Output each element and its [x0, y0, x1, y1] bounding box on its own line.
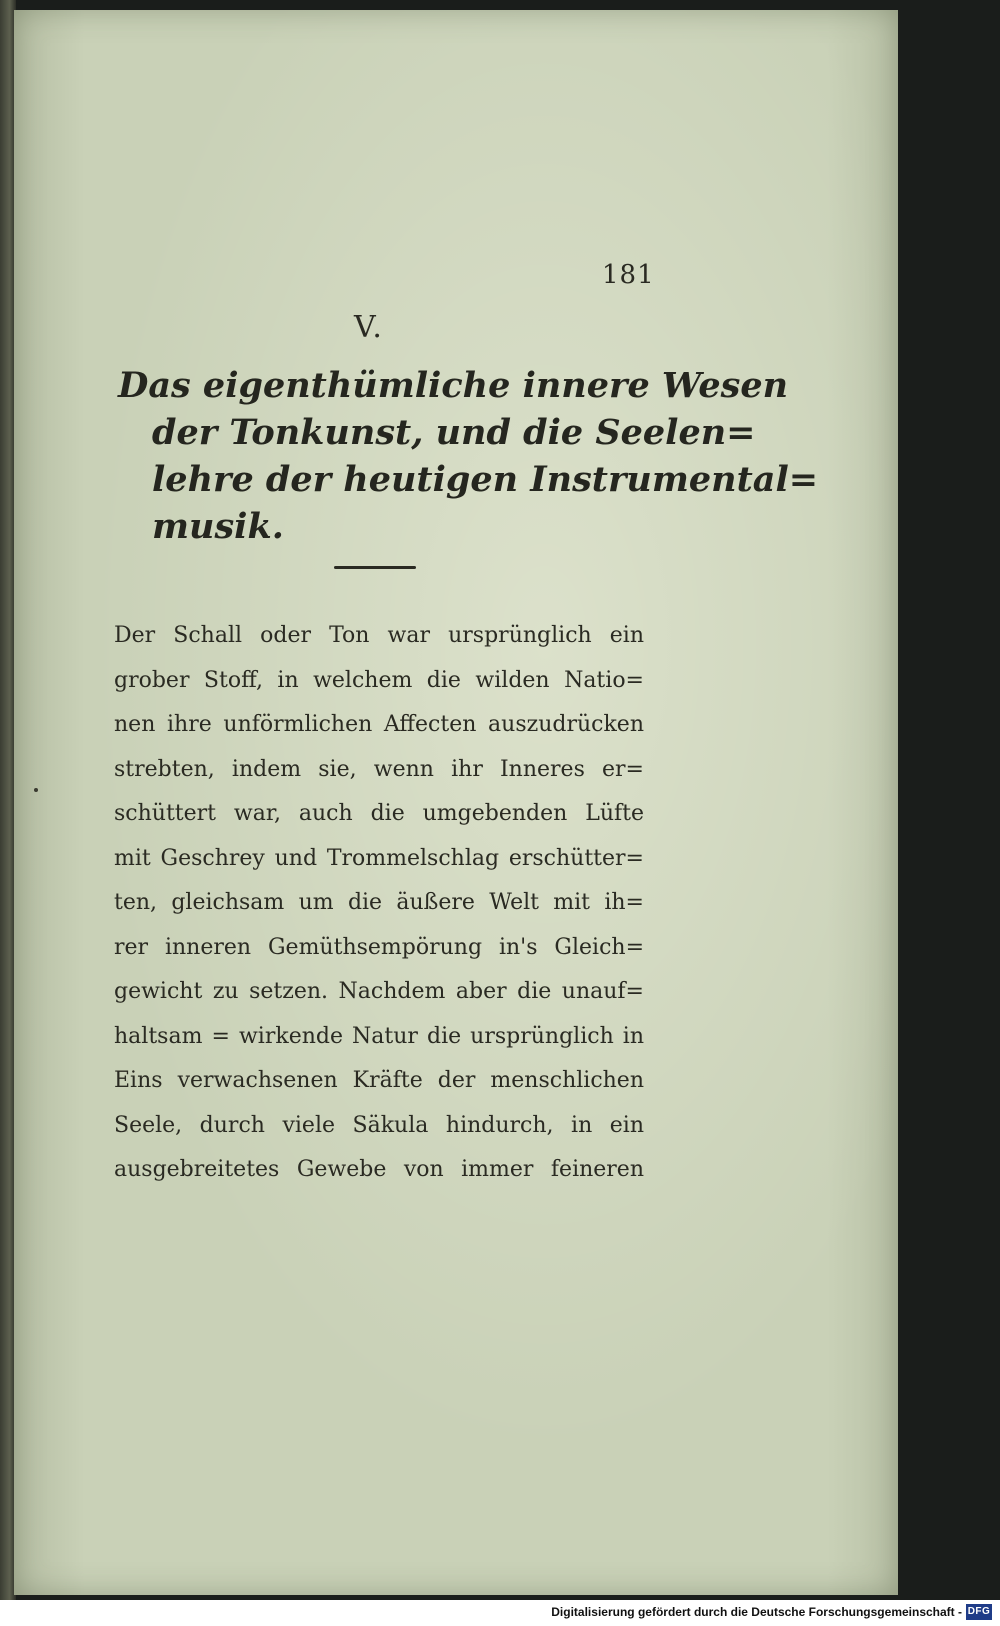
page-number: 181	[602, 260, 655, 290]
body-line: rer inneren Gemüthsempörung in's Gleich=	[114, 934, 644, 960]
chapter-number: V.	[354, 310, 384, 345]
margin-mark	[34, 788, 38, 792]
body-line: Seele, durch viele Säkula hindurch, in ein	[114, 1112, 644, 1138]
dfg-logo: DFG	[966, 1604, 992, 1620]
body-line: schüttert war, auch die umgebenden Lüfte	[114, 801, 644, 826]
title-line: Das eigenthümliche innere Wesen	[118, 365, 789, 406]
digitization-footer	[0, 1600, 1000, 1626]
body-line: gewicht zu setzen. Nachdem aber die unauf=	[114, 979, 644, 1004]
body-line: Eins verwachsenen Kräfte der menschlichen	[114, 1068, 644, 1093]
title-line: musik.	[152, 506, 284, 547]
body-line: ten, gleichsam um die äußere Welt mit ih=	[114, 890, 644, 915]
body-line: haltsam = wirkende Natur die ursprünglich in	[114, 1023, 644, 1049]
title-line: lehre der heutigen Instrumental=	[152, 459, 819, 500]
body-line: ausgebreitetes Gewebe von immer feineren	[114, 1157, 644, 1182]
book-page	[14, 10, 898, 1595]
body-line: Der Schall oder Ton war ursprünglich ein	[114, 623, 644, 648]
body-line: strebten, indem sie, wenn ihr Inneres er=	[114, 756, 644, 782]
footer-credit: Digitalisierung gefördert durch die Deutsche Forschungsgemeinschaft -	[551, 1605, 962, 1619]
body-line: mit Geschrey und Trommelschlag erschütter=	[114, 845, 644, 871]
chapter-title	[118, 362, 819, 550]
body-line: nen ihre unförmlichen Affecten auszudrücken	[114, 712, 644, 737]
body-paragraph	[114, 614, 644, 1193]
body-line: grober Stoff, in welchem die wilden Natio=	[114, 667, 644, 693]
title-divider	[334, 566, 416, 569]
title-line: der Tonkunst, und die Seelen=	[152, 412, 756, 453]
